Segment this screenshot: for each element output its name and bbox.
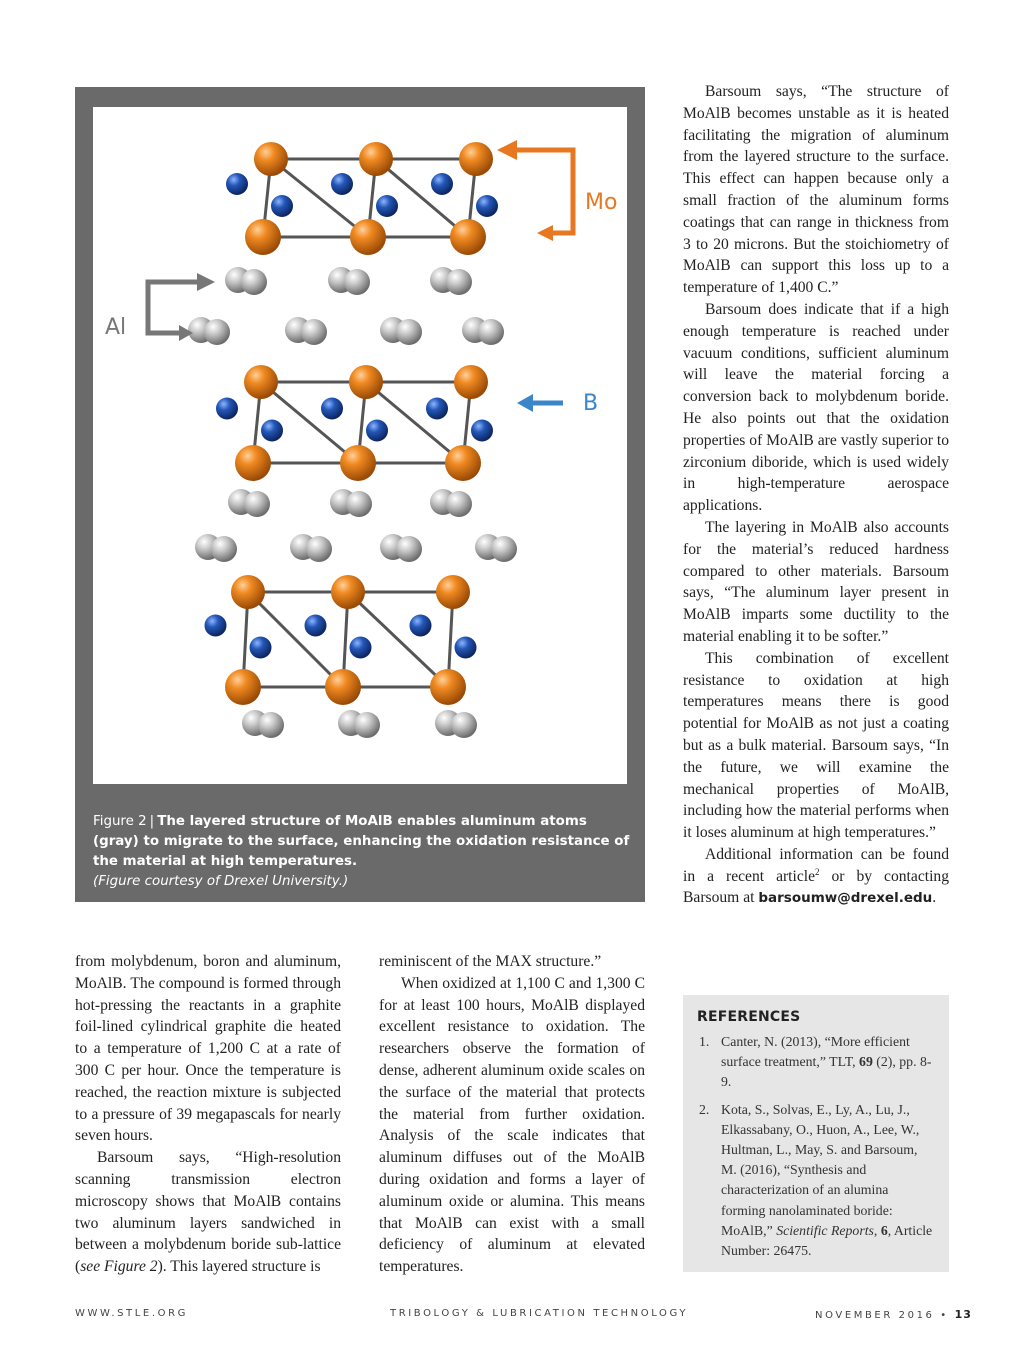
page-number: 13 <box>954 1308 972 1321</box>
aluminum-atom <box>396 319 422 345</box>
aluminum-atom <box>346 491 372 517</box>
molybdenum-atom <box>459 142 493 176</box>
boron-atom <box>476 195 498 217</box>
boron-atom <box>331 173 353 195</box>
boron-atom <box>455 637 477 659</box>
text-run: Additional information can be found in a recent article <box>683 845 949 885</box>
aluminum-atom <box>451 712 477 738</box>
moalb-structure-diagram <box>93 107 627 784</box>
boron-atom <box>410 615 432 637</box>
molybdenum-atom <box>254 142 288 176</box>
footer-date <box>815 1308 972 1321</box>
references-box <box>683 995 949 1272</box>
caption-title: The layered structure of MoAlB enables aluminum atoms (gray) to migrate to the surface, enhancing the oxidation resistance of the material at high temperatures. <box>93 814 630 869</box>
molybdenum-atom <box>349 365 383 399</box>
aluminum-atom <box>478 319 504 345</box>
volume: 6 <box>880 1222 888 1238</box>
b-arrow-head <box>517 394 533 412</box>
molybdenum-atom <box>325 669 361 705</box>
aluminum-atom <box>241 269 267 295</box>
right-column <box>683 81 949 910</box>
mo-arrow <box>505 150 573 233</box>
al-label: Al <box>105 315 127 340</box>
al-arrow-head <box>197 273 215 291</box>
molybdenum-atom <box>436 575 470 609</box>
boron-atom <box>431 173 453 195</box>
paragraph <box>75 1147 341 1278</box>
atoms <box>188 142 517 738</box>
footnote-ref: 2 <box>815 866 820 877</box>
boron-atom <box>426 398 448 420</box>
boron-atom <box>216 398 238 420</box>
aluminum-atom <box>446 269 472 295</box>
paragraph: from molybdenum, boron and aluminum, MoAlB. The compound is formed through hot-pressing the reactants in a graphite foil-lined cylindrical graphite die heated to a temperature of 1,200 C at a rate of 300 C per hour. Once the temperature is reached, the reaction mixture is subjected to a pressure of 39 megapascals for nearly seven hours. <box>75 953 341 1145</box>
reference-number: 2. <box>699 1101 710 1117</box>
boron-atom <box>321 398 343 420</box>
email-link[interactable]: barsoumw@drexel.edu <box>758 890 933 907</box>
figure-2 <box>75 87 645 902</box>
molybdenum-atom <box>454 365 488 399</box>
molybdenum-atom <box>331 575 365 609</box>
left-column <box>75 951 341 1278</box>
reference-item <box>697 1100 935 1262</box>
issue-date: NOVEMBER 2016 • <box>815 1310 949 1321</box>
text-run: Canter, N. (2013), “More efficient surface treatment,” TLT, <box>721 1034 910 1070</box>
molybdenum-atom <box>231 575 265 609</box>
aluminum-atom <box>244 491 270 517</box>
aluminum-atom <box>211 536 237 562</box>
boron-atom <box>350 637 372 659</box>
aluminum-atom <box>446 491 472 517</box>
boron-atom <box>366 420 388 442</box>
mo-label: Mo <box>585 190 618 215</box>
molybdenum-atom <box>245 219 281 255</box>
boron-atom <box>261 420 283 442</box>
b-label: B <box>583 391 599 416</box>
molybdenum-atom <box>340 445 376 481</box>
footer-publication: TRIBOLOGY & LUBRICATION TECHNOLOGY <box>390 1308 689 1319</box>
paragraph <box>683 844 949 910</box>
molybdenum-atom <box>430 669 466 705</box>
molybdenum-atom <box>359 142 393 176</box>
boron-atom <box>226 173 248 195</box>
references-heading: REFERENCES <box>697 1009 801 1025</box>
molybdenum-atom <box>225 669 261 705</box>
aluminum-atom <box>306 536 332 562</box>
footer-website[interactable]: WWW.STLE.ORG <box>75 1308 188 1319</box>
aluminum-atom <box>301 319 327 345</box>
boron-atom <box>250 637 272 659</box>
text-run: (2), pp. 8-9. <box>721 1054 932 1090</box>
molybdenum-atom <box>235 445 271 481</box>
figure-caption <box>93 812 633 892</box>
molybdenum-atom <box>450 219 486 255</box>
aluminum-atom <box>204 319 230 345</box>
middle-column <box>379 951 645 1278</box>
caption-credit: (Figure courtesy of Drexel University.) <box>93 874 349 889</box>
figure-reference: see Figure 2 <box>80 1258 158 1276</box>
text-run: Kota, S., Solvas, E., Ly, A., Lu, J., Elkassabany, O., Huon, A., Lee, W., Hultman, L., May, S. and Barsoum, M. (2016), “Synthesis and characterization of an alumina forming nanolaminated boride: MoAlB,” <box>721 1101 920 1238</box>
paragraph: This combination of excellent resistance to oxidation at high temperatures means there is good potential for MoAlB as not just a coating but as a bulk material. Barsoum says, “In the future, we will examine the mechanical properties of MoAlB, including how the material performs when it loses aluminum at high temperatures.” <box>683 649 949 842</box>
boron-atom <box>305 615 327 637</box>
paragraph: Barsoum does indicate that if a high enough temperature is reached under vacuum conditions, sufficient aluminum will leave the material forcing a conversion back to molybdenum boride. He also points out that the oxidation properties of MoAlB are vastly superior to zirconium diboride, which is used widely in high-temperature aerospace applications. <box>683 300 949 515</box>
paragraph: reminiscent of the MAX structure.” <box>379 953 602 970</box>
volume: 69 <box>859 1054 873 1070</box>
boron-atom <box>271 195 293 217</box>
boron-atom <box>205 615 227 637</box>
boron-atom <box>471 420 493 442</box>
references-list <box>697 1032 935 1261</box>
molybdenum-atom <box>244 365 278 399</box>
text-run: Barsoum says, “High-resolution scanning transmission electron microscopy shows that MoAlB contains two aluminum layers sandwiched in between a molybdenum boride sub-lattice ( <box>75 1149 341 1276</box>
aluminum-atom <box>258 712 284 738</box>
aluminum-atom <box>354 712 380 738</box>
journal: Scientific Reports <box>776 1222 874 1238</box>
boron-atom <box>376 195 398 217</box>
text-run: , <box>873 1222 881 1238</box>
text-run: ). This layered structure is <box>157 1258 321 1276</box>
aluminum-atom <box>396 536 422 562</box>
paragraph: When oxidized at 1,100 C and 1,300 C for at least 100 hours, MoAlB displayed excellent resistance to oxidation. The researchers observe the formation of dense, adherent aluminum oxide scales on the surface of the material that protects the material from further oxidation. Analysis of the scale indicates that aluminum diffuses out of the MoAlB during oxidation and forms a layer of aluminum oxide or alumina. This means that MoAlB can exist with a small deficiency of aluminum at elevated temperatures. <box>379 974 645 1276</box>
aluminum-atom <box>491 536 517 562</box>
text-run: , Article Number: 26475. <box>721 1222 933 1259</box>
mo-arrow-head <box>497 140 517 160</box>
paragraph: The layering in MoAlB also accounts for the material’s reduced hardness compared to other materials. Barsoum says, “The aluminum layer present in MoAlB imparts some ductility to the material enabling it to be softer.” <box>683 518 949 645</box>
molybdenum-atom <box>445 445 481 481</box>
reference-item <box>697 1032 935 1093</box>
molybdenum-atom <box>350 219 386 255</box>
crystal-structure-image <box>93 107 627 784</box>
figure-label: Figure 2 <box>93 814 147 829</box>
paragraph: Barsoum says, “The structure of MoAlB becomes unstable as it is heated facilitating the migration of aluminum from the layered structure to the surface. This effect can happen because only a small fraction of the aluminum forms coatings that can range in thickness from 3 to 20 microns. But the stoichiometry of MoAlB can support this loss up to a temperature of 1,400 C.” <box>683 83 949 297</box>
reference-number: 1. <box>699 1034 710 1049</box>
text-run: . <box>932 889 937 907</box>
mo-arrow-tail-head <box>537 225 553 241</box>
aluminum-atom <box>344 269 370 295</box>
caption-separator: | <box>149 814 155 829</box>
text-run: or by contacting Barsoum at <box>683 867 949 907</box>
